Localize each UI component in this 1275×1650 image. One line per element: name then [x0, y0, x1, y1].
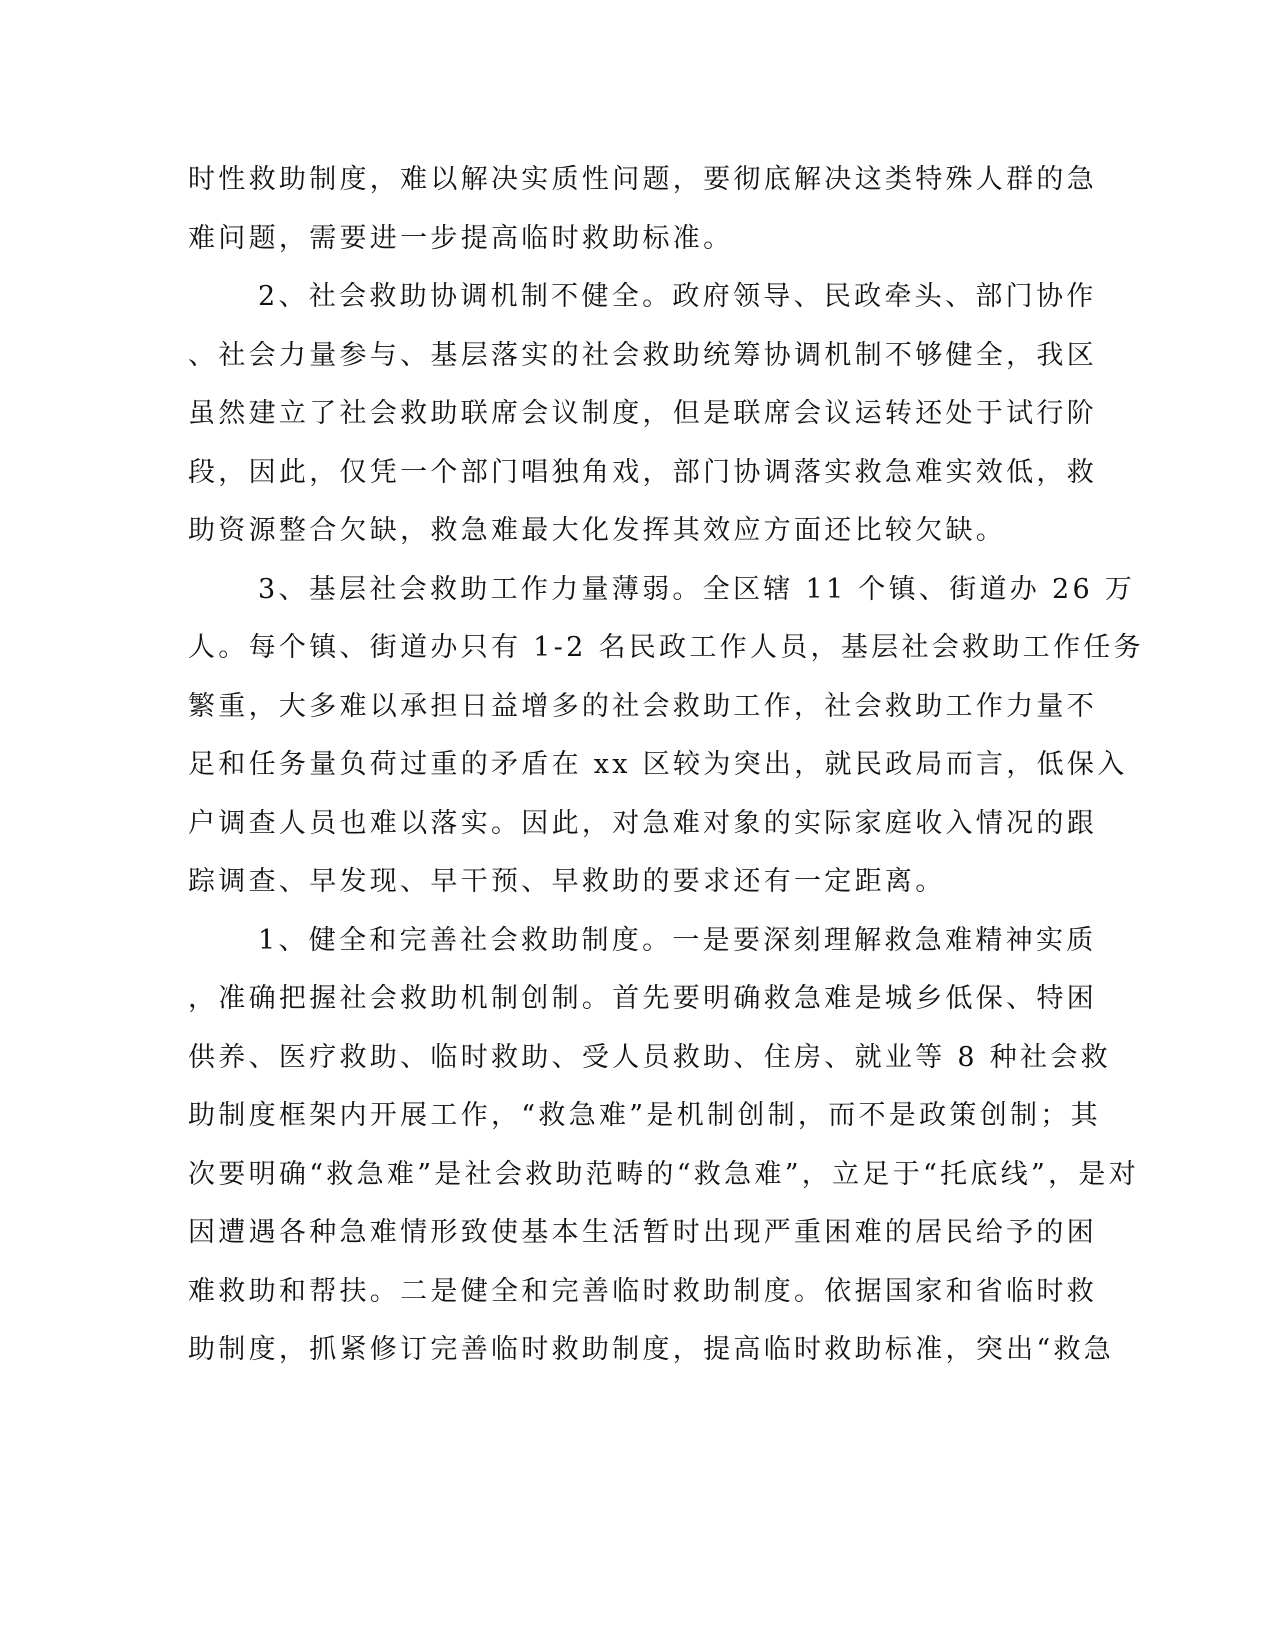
text-line: 次要明确“救急难”是社会救助范畴的“救急难”，立足于“托底线”，是对 — [188, 1158, 1140, 1190]
text-line: 虽然建立了社会救助联席会议制度，但是联席会议运转还处于试行阶 — [188, 398, 1097, 429]
text-line: 因遭遇各种急难情形致使基本生活暂时出现严重困难的居民给予的困 — [188, 1217, 1097, 1248]
text-line: 供养、医疗救助、临时救助、受人员救助、住房、就业等 8 种社会救 — [188, 1041, 1111, 1073]
text-line: 户调查人员也难以落实。因此，对急难对象的实际家庭收入情况的跟 — [188, 807, 1097, 839]
paragraph-start-line: 2、社会救助协调机制不健全。政府领导、民政牵头、部门协作 — [258, 281, 1097, 312]
text-line: 助资源整合欠缺，救急难最大化发挥其效应方面还比较欠缺。 — [188, 515, 1007, 546]
text-line: 足和任务量负荷过重的矛盾在 xx 区较为突出，就民政局而言，低保入 — [188, 749, 1128, 780]
text-line: 、社会力量参与、基层落实的社会救助统筹协调机制不够健全，我区 — [188, 339, 1097, 371]
text-line: 繁重，大多难以承担日益增多的社会救助工作，社会救助工作力量不 — [188, 690, 1097, 722]
text-line: ，准确把握社会救助机制创制。首先要明确救急难是城乡低保、特困 — [188, 983, 1097, 1014]
body-text — [188, 160, 1144, 1389]
text-line: 踪调查、早发现、早干预、早救助的要求还有一定距离。 — [188, 866, 946, 897]
text-line: 助制度，抓紧修订完善临时救助制度，提高临时救助标准，突出“救急 — [188, 1334, 1115, 1365]
text-line: 助制度框架内开展工作，“救急难”是机制创制，而不是政策创制；其 — [188, 1100, 1101, 1131]
paragraph-start-line: 1、健全和完善社会救助制度。一是要深刻理解救急难精神实质 — [258, 924, 1097, 956]
text-line: 段，因此，仅凭一个部门唱独角戏，部门协调落实救急难实效低，救 — [188, 456, 1097, 488]
paragraph-start-line: 3、基层社会救助工作力量薄弱。全区辖 11 个镇、街道办 26 万 — [258, 573, 1136, 605]
text-line: 人。每个镇、街道办只有 1-2 名民政工作人员，基层社会救助工作任务 — [188, 632, 1144, 663]
text-line: 难救助和帮扶。二是健全和完善临时救助制度。依据国家和省临时救 — [188, 1275, 1097, 1307]
text-line: 难问题，需要进一步提高临时救助标准。 — [188, 222, 734, 254]
text-line: 时性救助制度，难以解决实质性问题，要彻底解决这类特殊人群的急 — [188, 164, 1097, 195]
